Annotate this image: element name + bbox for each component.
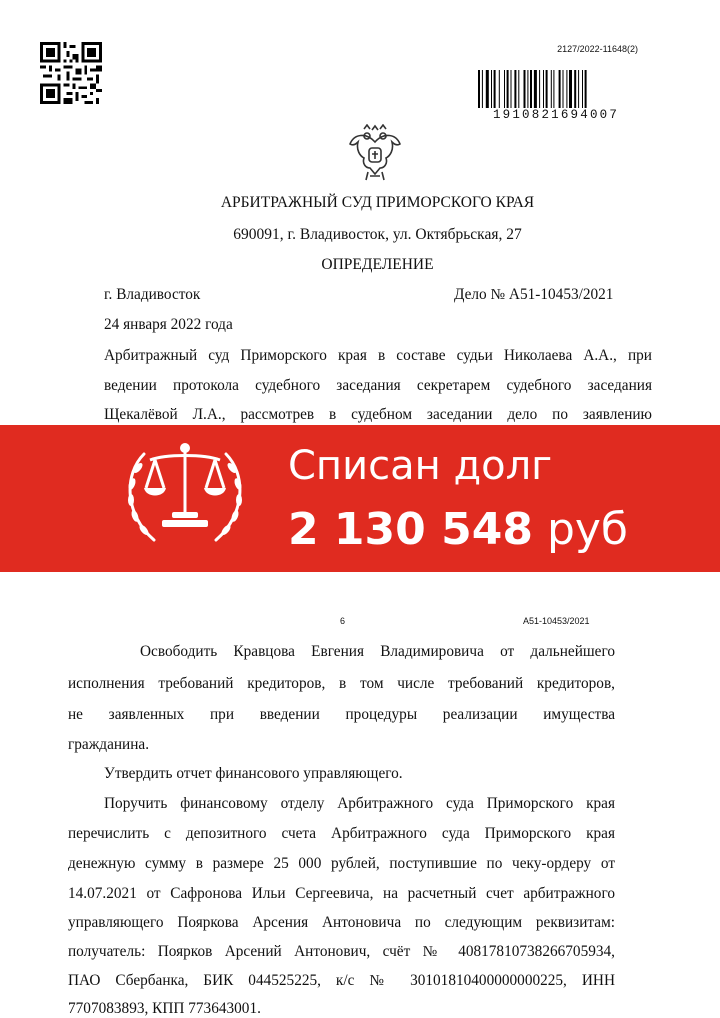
banner-title: Списан долг xyxy=(288,443,553,489)
paragraph-line: не заявленных при введении процедуры реализации имущества xyxy=(68,706,615,723)
barcode-bar xyxy=(524,70,526,108)
qr-code xyxy=(40,42,102,104)
court-name: АРБИТРАЖНЫЙ СУД ПРИМОРСКОГО КРАЯ xyxy=(220,194,535,211)
debt-amount: 2 130 548 xyxy=(288,504,533,555)
case-number: Дело № А51-10453/2021 xyxy=(454,286,614,303)
paragraph-line: денежную сумму в размере 25 000 рублей, поступившие по чеку-ордеру от xyxy=(68,855,615,872)
currency: руб xyxy=(546,504,629,555)
intro-line: ведении протокола судебного заседания секретарем судебного заседания xyxy=(104,377,652,394)
paragraph-line: управляющего Пояркова Арсения Антоновича по следующим реквизитам: xyxy=(68,914,615,931)
case-reference: А51-10453/2021 xyxy=(523,616,590,626)
barcode-digits: 191082169400​7 xyxy=(492,108,620,122)
barcode-bar xyxy=(518,70,519,108)
document-id: 2127/2022-11648(2) xyxy=(557,44,638,54)
paragraph-line: получатель: Поярков Арсений Антонович, счёт № 40817810738266705934, xyxy=(68,943,615,960)
barcode-bar xyxy=(566,70,567,108)
barcode-bar xyxy=(585,70,587,108)
coat-of-arms-icon xyxy=(344,124,406,188)
paragraph-line: Поручить финансовому отделу Арбитражного суда Приморского края xyxy=(104,795,615,812)
barcode-bar xyxy=(504,70,505,108)
court-address: 690091, г. Владивосток, ул. Октябрьская, 27 xyxy=(233,226,522,243)
barcode-bar xyxy=(514,70,516,108)
barcode-bar xyxy=(582,70,583,108)
document-date: 24 января 2022 года xyxy=(104,316,233,333)
barcode-bar xyxy=(491,70,492,108)
banner-amount-line xyxy=(288,500,628,560)
intro-line: Щекалёвой Л.А., рассмотрев в судебном заседании дело по заявлению xyxy=(104,406,652,423)
barcode-bar xyxy=(494,70,496,108)
barcode-bar xyxy=(546,70,548,108)
paragraph-line: Освободить Кравцова Евгения Владимировича от дальнейшего xyxy=(140,643,615,660)
intro-line: Арбитражный суд Приморского края в составе судьи Николаева А.А., при xyxy=(104,347,652,364)
barcode-bar xyxy=(569,70,572,108)
paragraph-line: исполнения требований кредиторов, в том числе требований кредиторов, xyxy=(68,675,615,692)
paragraph-line: ПАО Сбербанка, БИК 044525225, к/с № 30101810400000000225, ИНН xyxy=(68,972,615,989)
barcode-bar xyxy=(527,70,528,108)
paragraph-line: гражданина. xyxy=(68,736,150,753)
barcode-bar xyxy=(499,70,500,108)
barcode-bar xyxy=(574,70,576,108)
barcode-bar xyxy=(551,70,552,108)
barcode-bar xyxy=(482,70,483,108)
barcode-bar xyxy=(559,70,561,108)
barcode-bar xyxy=(486,70,489,108)
barcode-bar xyxy=(507,70,509,108)
barcode-bar xyxy=(530,70,532,108)
barcode-bar xyxy=(553,70,554,108)
barcode-bar xyxy=(543,70,544,108)
paragraph-line: 14.07.2021 от Сафронова Ильи Сергеевича, на расчетный счет арбитражного xyxy=(68,885,615,902)
page-number: 6 xyxy=(340,616,346,626)
paragraph-line: 7707083893, КПП 773643001. xyxy=(68,1000,261,1017)
barcode-bar xyxy=(578,70,579,108)
city: г. Владивосток xyxy=(104,286,201,303)
barcode-bar xyxy=(563,70,564,108)
barcode-bar xyxy=(539,70,540,108)
paragraph-line: перечислить с депозитного счета Арбитражного суда Приморского края xyxy=(68,825,615,842)
scales-of-justice-icon xyxy=(114,434,256,554)
document-type: ОПРЕДЕЛЕНИЕ xyxy=(321,256,434,273)
barcode-bar xyxy=(534,70,537,108)
barcode-bar xyxy=(478,70,480,108)
barcode-bar xyxy=(511,70,512,108)
paragraph-line: Утвердить отчет финансового управляющего. xyxy=(104,765,403,782)
